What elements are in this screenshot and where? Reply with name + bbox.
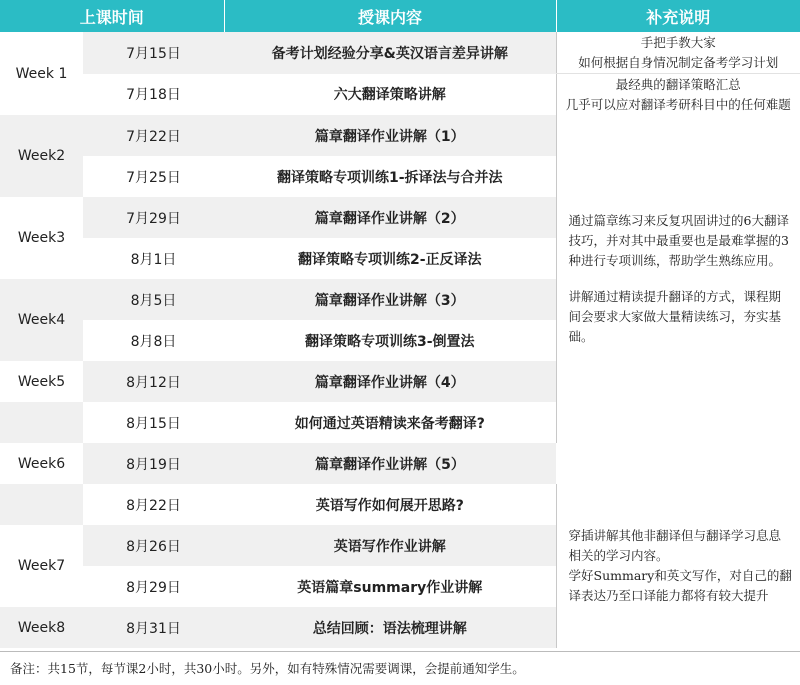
- row-content: 篇章翻译作业讲解（5）: [224, 443, 556, 484]
- row-content: 英语写作如何展开思路?: [224, 484, 556, 525]
- row-content: 篇章翻译作业讲解（4）: [224, 361, 556, 402]
- row-date: 8月12日: [83, 361, 224, 402]
- week-label: Week7: [0, 525, 83, 607]
- note-4-para-2: 学好Summary和英文写作，对自己的翻译表达乃至口译能力都将有较大提升: [568, 568, 792, 603]
- note-4-para-1: 穿插讲解其他非翻译但与翻译学习息息相关的学习内容。: [568, 528, 782, 563]
- row-date: 8月26日: [83, 525, 224, 566]
- table-row: [0, 484, 800, 525]
- header-note: 补充说明: [556, 0, 800, 32]
- table-row: [0, 32, 800, 74]
- row-date: 8月31日: [83, 607, 224, 648]
- table-row: [0, 115, 800, 156]
- week-label: Week2: [0, 115, 83, 197]
- row-content: 六大翻译策略讲解: [224, 74, 556, 116]
- week-label: Week4: [0, 279, 83, 361]
- note-3: [556, 115, 800, 443]
- row-date: 7月15日: [83, 32, 224, 74]
- row-content: 总结回顾：语法梳理讲解: [224, 607, 556, 648]
- note-1-line-2: 如何根据自身情况制定备考学习计划: [578, 54, 779, 70]
- row-date: 8月5日: [83, 279, 224, 320]
- row-date: 7月18日: [83, 74, 224, 116]
- row-date: 8月15日: [83, 402, 224, 443]
- row-content: 备考计划经验分享&英汉语言差异讲解: [224, 32, 556, 74]
- row-content: 篇章翻译作业讲解（2）: [224, 197, 556, 238]
- note-3-para-1: 通过篇章练习来反复巩固讲过的6大翻译技巧，并对其中最重要也是最难掌握的3种进行专项训练，帮助学生熟练应用。: [568, 213, 789, 268]
- footer-note: 备注：共15节，每节课2小时，共30小时。另外，如有特殊情况需要调课，会提前通知学生。: [0, 651, 800, 684]
- week-label: Week8: [0, 607, 83, 648]
- row-date: 7月29日: [83, 197, 224, 238]
- row-date: 8月8日: [83, 320, 224, 361]
- note-4: [556, 484, 800, 648]
- row-content: 如何通过英语精读来备考翻译?: [224, 402, 556, 443]
- row-date: 8月22日: [83, 484, 224, 525]
- header-time: 上课时间: [0, 0, 224, 32]
- row-date: 8月19日: [83, 443, 224, 484]
- row-content: 英语写作作业讲解: [224, 525, 556, 566]
- table-header: [0, 0, 800, 32]
- week-label: Week6: [0, 443, 83, 484]
- note-1: [556, 32, 800, 74]
- note-1-line-1: 手把手教大家: [640, 34, 716, 50]
- row-content: 翻译策略专项训练1-拆译法与合并法: [224, 156, 556, 197]
- row-date: 8月1日: [83, 238, 224, 279]
- table-row: [0, 74, 800, 116]
- table-row: [0, 443, 800, 484]
- row-content: 翻译策略专项训练2-正反译法: [224, 238, 556, 279]
- week-label: Week3: [0, 197, 83, 279]
- week-spacer: [0, 402, 83, 443]
- header-content: 授课内容: [224, 0, 556, 32]
- row-content: 篇章翻译作业讲解（3）: [224, 279, 556, 320]
- week-label: Week5: [0, 361, 83, 402]
- row-content: 翻译策略专项训练3-倒置法: [224, 320, 556, 361]
- row-date: 7月22日: [83, 115, 224, 156]
- note-2-line-1: 最经典的翻译策略汇总: [615, 76, 741, 92]
- row-date: 8月29日: [83, 566, 224, 607]
- row-content: 篇章翻译作业讲解（1）: [224, 115, 556, 156]
- week-spacer: [0, 484, 83, 525]
- row-date: 7月25日: [83, 156, 224, 197]
- note-2-line-2: 几乎可以应对翻译考研科目中的任何难题: [565, 96, 791, 112]
- note-2: [556, 74, 800, 116]
- row-content: 英语篇章summary作业讲解: [224, 566, 556, 607]
- note-3-para-2: 讲解通过精读提升翻译的方式，课程期间会要求大家做大量精读练习，夯实基础。: [568, 289, 782, 344]
- week-label: Week 1: [0, 32, 83, 115]
